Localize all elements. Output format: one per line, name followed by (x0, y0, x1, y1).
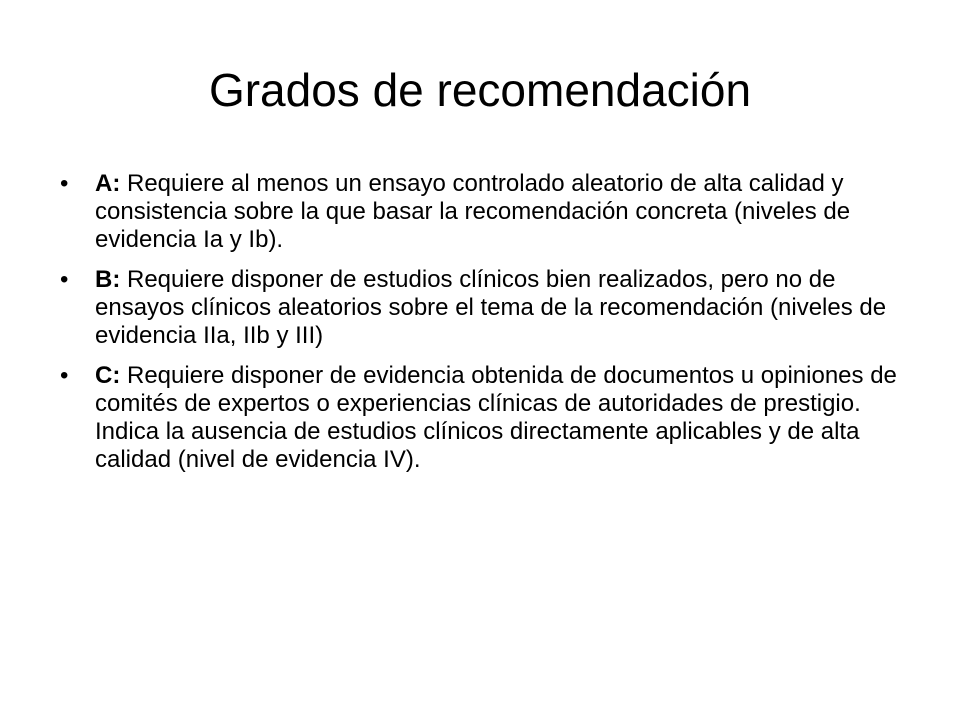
bullet-text: Requiere disponer de estudios clínicos bien realizados, pero no de ensayos clínicos aleatorios sobre el tema de la recomendación (niveles de evidencia IIa, IIb y III) (95, 266, 887, 349)
bullet-list (60, 170, 910, 486)
bullet-key: A: (95, 170, 121, 197)
bullet-text: Requiere disponer de evidencia obtenida de documentos u opiniones de comités de expertos o experiencias clínicas de autoridades de prestigio. Indica la ausencia de estudios clínicos directamente aplicables y de alta calidad (nivel de evidencia IV). (95, 362, 897, 473)
slide-title: Grados de recomendación (208, 64, 752, 116)
bullet-icon: • (60, 266, 69, 293)
bullet-item-a (60, 170, 910, 254)
bullet-icon: • (60, 170, 69, 197)
bullet-icon: • (60, 362, 69, 389)
bullet-text: Requiere al menos un ensayo controlado aleatorio de alta calidad y consistencia sobre la que basar la recomendación concreta (niveles de evidencia Ia y Ib). (95, 170, 851, 253)
bullet-item-b (60, 266, 910, 350)
bullet-item-c (60, 362, 910, 474)
bullet-key: B: (95, 266, 121, 293)
bullet-key: C: (95, 362, 121, 389)
